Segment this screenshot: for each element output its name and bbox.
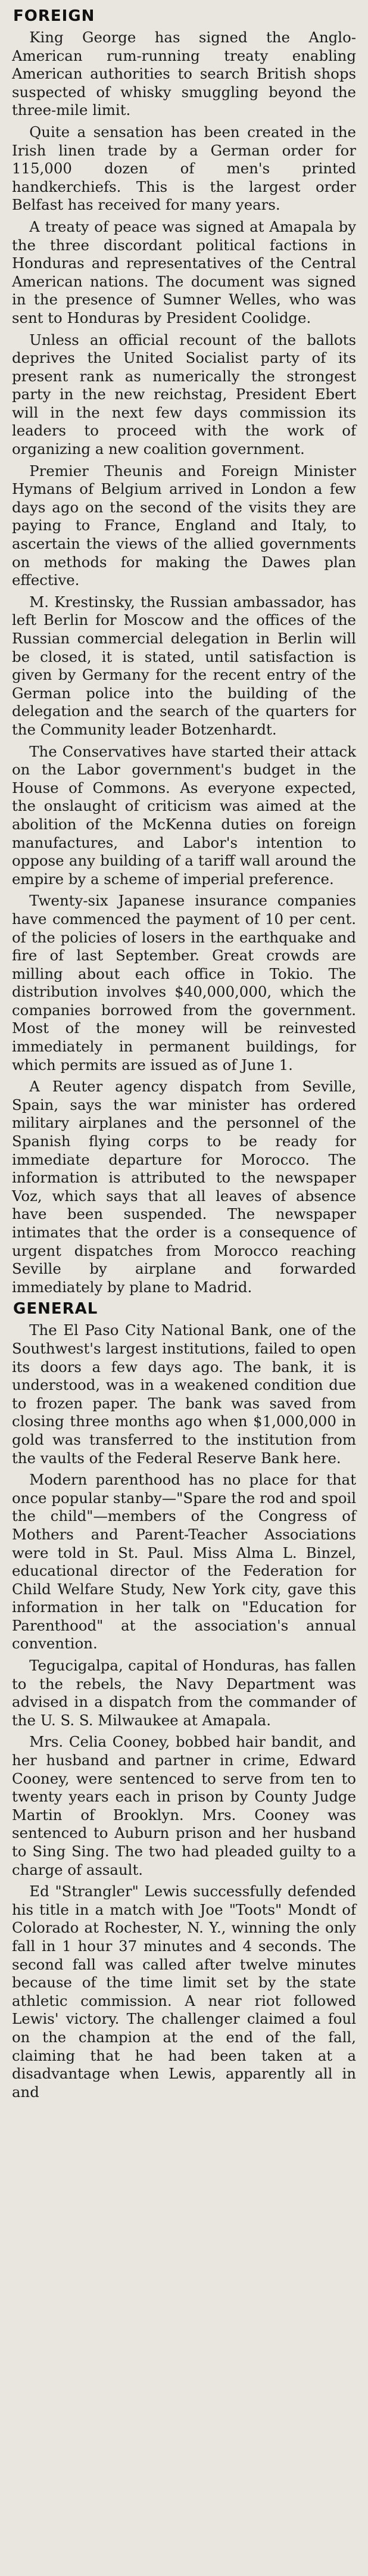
story-text: Twenty-six Japanese insurance companies have commenced the payment of 10 per cent. of the policies of losers in the earthquake and fire of last September. Great crowds are milling about each office in Tokio. The distribution involves $40,000,000, which the companies borrowed from the government. Most of the money will be reinvested immediately in permanent buildings, for which permits are issued as of June 1. xyxy=(12,892,356,1074)
story xyxy=(12,593,356,739)
story-text: A Reuter agency dispatch from Seville, Spain, says the war minister has ordered military airplanes and the personnel of the Spanish flying corps to be ready for immediate departure for Morocco. The information is attributed to the newspaper Voz, which says that all leaves of absence have been suspended. The newspaper intimates that the order is a consequence of urgent dispatches from Morocco reaching Seville by airplane and forwarded immediately by plane to Madrid. xyxy=(12,1078,356,1296)
story xyxy=(12,1078,356,1296)
story-text: The El Paso City National Bank, one of the Southwest's largest institutions, failed to open its doors a few days ago. The bank, it is understood, was in a weakened condition due to frozen paper. The bank was saved from closing three months ago when $1,000,000 in gold was transferred to the institution from the vaults of the Federal Reserve Bank here. xyxy=(12,1321,356,1467)
story xyxy=(12,331,356,459)
story-text: A treaty of peace was signed at Amapala by the three discordant political factions in Honduras and representatives of the Central American nations. The document was signed in the presence of Sumner Welles, who was sent to Honduras by President Coolidge. xyxy=(12,217,356,326)
story-text: Ed "Strangler" Lewis successfully defended his title in a match with Joe "Toots" Mondt of Colorado at Rochester, N. Y., winning the only fall in 1 hour 37 minutes and 4 seconds. The second fall was called after twelve minutes because of the time limit set by the state athletic commission. A near riot followed Lewis' victory. The challenger claimed a foul on the champion at the end of the fall, claiming that he had been taken at a disadvantage when Lewis, apparently all in and xyxy=(12,1883,356,2101)
foreign-section xyxy=(12,7,356,1296)
section-heading-general: GENERAL xyxy=(13,1300,98,1318)
story-text: M. Krestinsky, the Russian ambassador, has left Berlin for Moscow and the offices of the Russian commercial delegation in Berlin will be closed, it is stated, until satisfaction is given by Germany for the recent entry of the German police into the building of the delegation and the search of the quarters for the Community leader Botzenhardt. xyxy=(12,593,356,738)
story xyxy=(12,1471,356,1653)
story xyxy=(12,123,356,214)
story-text: Premier Theunis and Foreign Minister Hymans of Belgium arrived in London a few days ago on the second of the visits they are paying to France, England and Italy, to ascertain the views of the allied governments on methods for making the Dawes plan effective. xyxy=(12,462,356,589)
story-text: Mrs. Celia Cooney, bobbed hair bandit, and her husband and partner in crime, Edward Cooney, were sentenced to serve from ten to twenty years each in prison by County Judge Martin of Brooklyn. Mrs. Cooney was sentenced to Auburn prison and her husband to Sing Sing. The two had pleaded guilty to a charge of assault. xyxy=(12,1733,356,1878)
story xyxy=(12,1733,356,1879)
general-section xyxy=(12,1300,356,2101)
story xyxy=(12,218,356,328)
story-text: Quite a sensation has been created in the Irish linen trade by a German order for 115,000 dozen of men's printed handkerchiefs. This is the largest order Belfast has received for many years. xyxy=(12,123,356,214)
story-text: King George has signed the Anglo-American rum-running treaty enabling American authorities to search British shops suspected of whisky smuggling beyond the three-mile limit. xyxy=(12,29,356,119)
story xyxy=(12,1657,356,1729)
story-text: Unless an official recount of the ballots deprives the United Socialist party of its present rank as numerically the strongest party in the new reichstag, President Ebert will in the next few days commission its leaders to proceed with the work of organizing a new coalition government. xyxy=(12,331,356,458)
section-heading-foreign: FOREIGN xyxy=(13,7,95,25)
story xyxy=(12,892,356,1074)
story-text: Modern parenthood has no place for that once popular stanby—"Spare the rod and spoil the child"—members of the Congress of Mothers and Parent-Teacher Associations were told in St. Paul. Miss Alma L. Binzel, educational director of the Federation for Child Welfare Study, New York city, gave this information in her talk on "Education for Parenthood" at the association's annual convention. xyxy=(12,1471,356,1653)
story xyxy=(12,1883,356,2101)
story xyxy=(12,1321,356,1467)
story xyxy=(12,743,356,889)
story xyxy=(12,29,356,120)
story-text: Tegucigalpa, capital of Honduras, has fallen to the rebels, the Navy Department was advised in a dispatch from the commander of the U. S. S. Milwaukee at Amapala. xyxy=(12,1657,356,1729)
story-text: The Conservatives have started their attack on the Labor government's budget in the House of Commons. As everyone expected, the onslaught of criticism was aimed at the abolition of the McKenna duties on foreign manufactures, and Labor's intention to oppose any building of a tariff wall around the empire by a scheme of imperial preference. xyxy=(12,742,356,888)
story xyxy=(12,462,356,590)
